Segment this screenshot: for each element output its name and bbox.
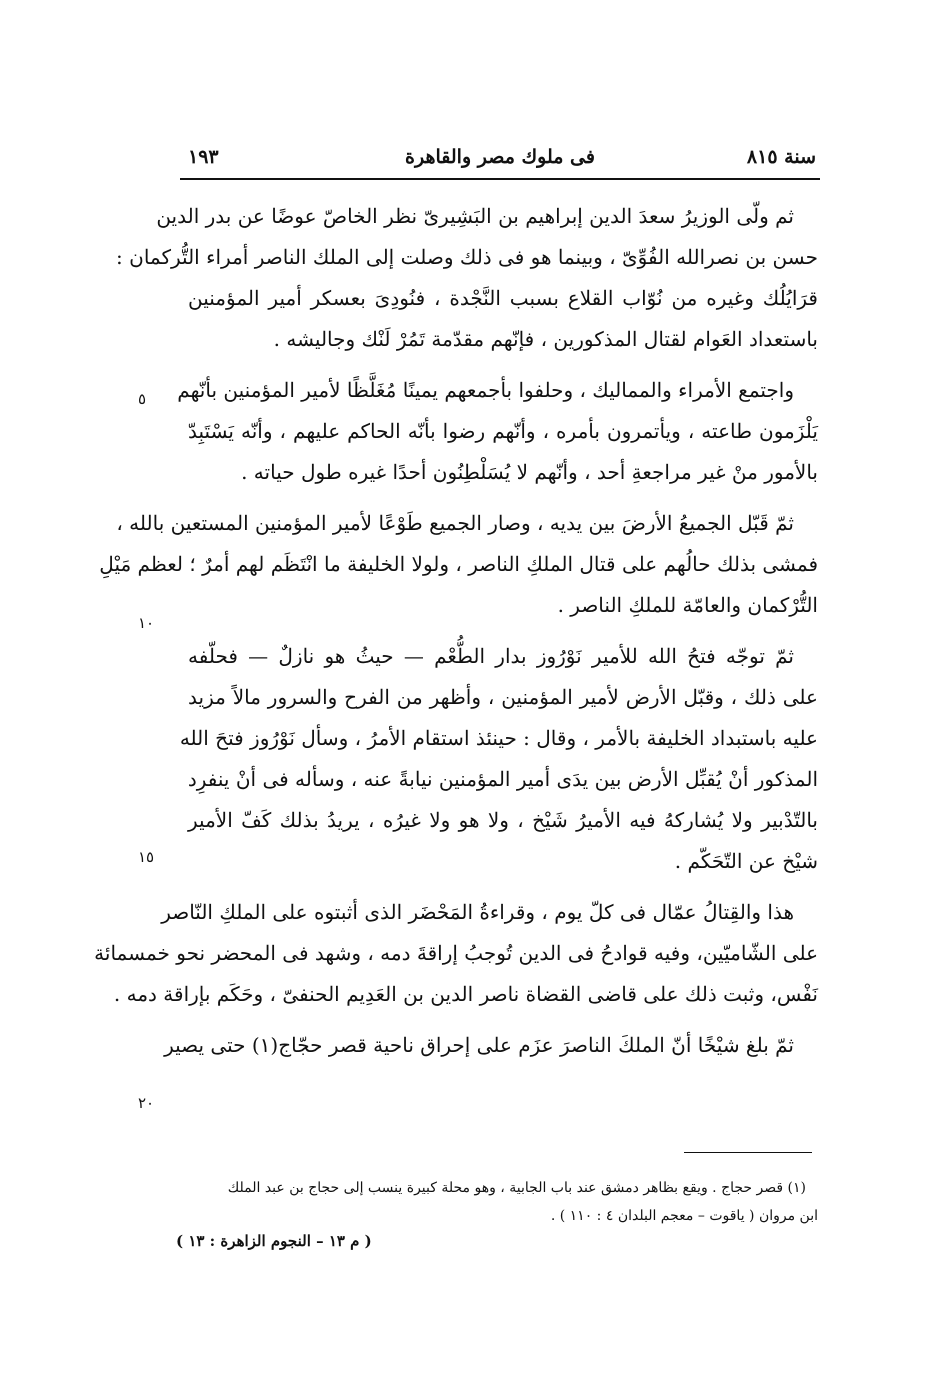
- text-line: على ذلك ، وقبّل الأرض لأمير المؤمنين ، وأظهر من الفرح والسرور مالاً مزيد: [188, 685, 818, 709]
- running-header: [180, 138, 820, 178]
- text-line: شيْخ عن التّحَكّم .: [674, 849, 818, 873]
- text-line: على الشّاميّين، وفيه قوادحُ فى الدين تُوجبُ إراقةَ دمه ، وشهد فى المحضر نحو خمسمائة: [94, 941, 818, 965]
- paragraph-4: [179, 636, 818, 882]
- text-line: نَفْس، وثبت ذلك على قاضى القضاة ناصر الدين بن العَدِيم الحنفىّ ، وحَكَم بإراقة دمه .: [113, 982, 818, 1006]
- footnote: [188, 1174, 818, 1230]
- text-line: بالأمور منْ غير مراجعةِ أحد ، وأنّهم لا يُسَلْطِنُون أحدًا غيره طول حياته .: [241, 460, 818, 484]
- text-line: التُّرْكمان والعامّة للملكِ الناصر .: [557, 593, 818, 617]
- text-line: بالتّدْبير ولا يُشاركهُ فيه الأميرُ شَيْخ ، ولا هو ولا غيرُه ، يريدُ بذلك كَفّ الأمير: [188, 808, 818, 832]
- text-line: ثم ولّى الوزيرُ سعدَ الدين إبراهيم بن البَشِيرىّ نظر الخاصّ عوضًا عن بدر الدين: [156, 204, 794, 228]
- text-line: المذكور أنْ يُقبِّل الأرض بين يدَى أمير المؤمنين نيابةً عنه ، وسأله فى أنْ ينفرِد: [187, 767, 818, 791]
- footnote-rule: [684, 1152, 812, 1153]
- footnote-line: (١) قصر حجاج . ويقع بظاهر دمشق عند باب الجابية ، وهو محلة كبيرة ينسب إلى حجاج بن عبد الملك: [227, 1180, 806, 1196]
- text-line: يَلْزَمون طاعته ، ويأتمرون بأمره ، وأنّهم رضوا بأنّه الحاكم عليهم ، وأنّه يَسْتَبِدّ: [188, 419, 818, 443]
- paragraph-5: [94, 892, 818, 1015]
- text-line: واجتمع الأمراء والمماليك ، وحلفوا بأجمعهم يمينًا مُغَلَّظًا لأمير المؤمنين بأنّهم: [177, 378, 794, 402]
- paragraph-6: [164, 1025, 818, 1066]
- text-line: حسن بن نصرالله الفُوِّىّ ، وبينما هو فى ذلك وصلت إلى الملك الناصر أمراء التُّركمان :: [116, 245, 818, 269]
- printer-signature: ( م ١٣ – النجوم الزاهرة : ١٣ ): [176, 1232, 372, 1250]
- paragraph-1: [116, 196, 818, 360]
- text-line: باستعداد العَوام لقتال المذكورين ، فإنّهم مقدّمة تَمُرْ لَنْك وجاليشه .: [273, 327, 818, 351]
- line-number-20: ٢٠: [138, 1094, 155, 1112]
- text-line: ثمّ قَبّل الجميعُ الأرضَ بين يديه ، وصار الجميع طَوْعًا لأمير المؤمنين المستعين بالله ،: [116, 511, 794, 535]
- line-number-15: ١٥: [138, 848, 155, 866]
- text-line: فمشى بذلك حالُهم على قتال الملكِ الناصر ، ولولا الخليفة ما انْتَظَم لهم أمرٌ ؛ لعظم مَيْلِ: [99, 552, 818, 576]
- footnote-line: ابن مروان ( ياقوت – معجم البلدان ٤ : ١١٠ ) .: [550, 1208, 818, 1224]
- text-line: هذا والقِتالُ عمّال فى كلّ يوم ، وقراءةُ المَحْضَر الذى أثبتوه على الملكِ النّاصر: [161, 900, 794, 924]
- line-number-5: ٥: [138, 390, 147, 408]
- text-line: قرَايُلُك وغيره من نُوّاب القلاع بسبب النَّجْدة ، فنُودِىَ بعسكر أمير المؤمنين: [188, 286, 818, 310]
- header-rule: [180, 178, 820, 180]
- line-number-10: ١٠: [138, 614, 155, 632]
- header-title: فى ملوك مصر والقاهرة: [405, 146, 595, 168]
- text-line: ثمّ بلغ شيْخًا أنّ الملكَ الناصرَ عزَم على إحراق ناحية قصر حجّاج(١) حتى يصير: [164, 1033, 794, 1057]
- header-page-number: ١٩٣: [188, 146, 219, 168]
- header-year: سنة ٨١٥: [746, 146, 816, 168]
- text-line: ثمّ توجّه فتحُ الله للأمير نَوْرُوز بدار الطُّعْم — حيثُ هو نازلٌ — فحلّفه: [188, 644, 794, 668]
- paragraph-2: [177, 370, 818, 493]
- text-line: عليه باستبداد الخليفة بالأمر ، وقال : حينئذ استقام الأمرُ ، وسأل نَوْرُوز فتحَ الله: [179, 726, 818, 750]
